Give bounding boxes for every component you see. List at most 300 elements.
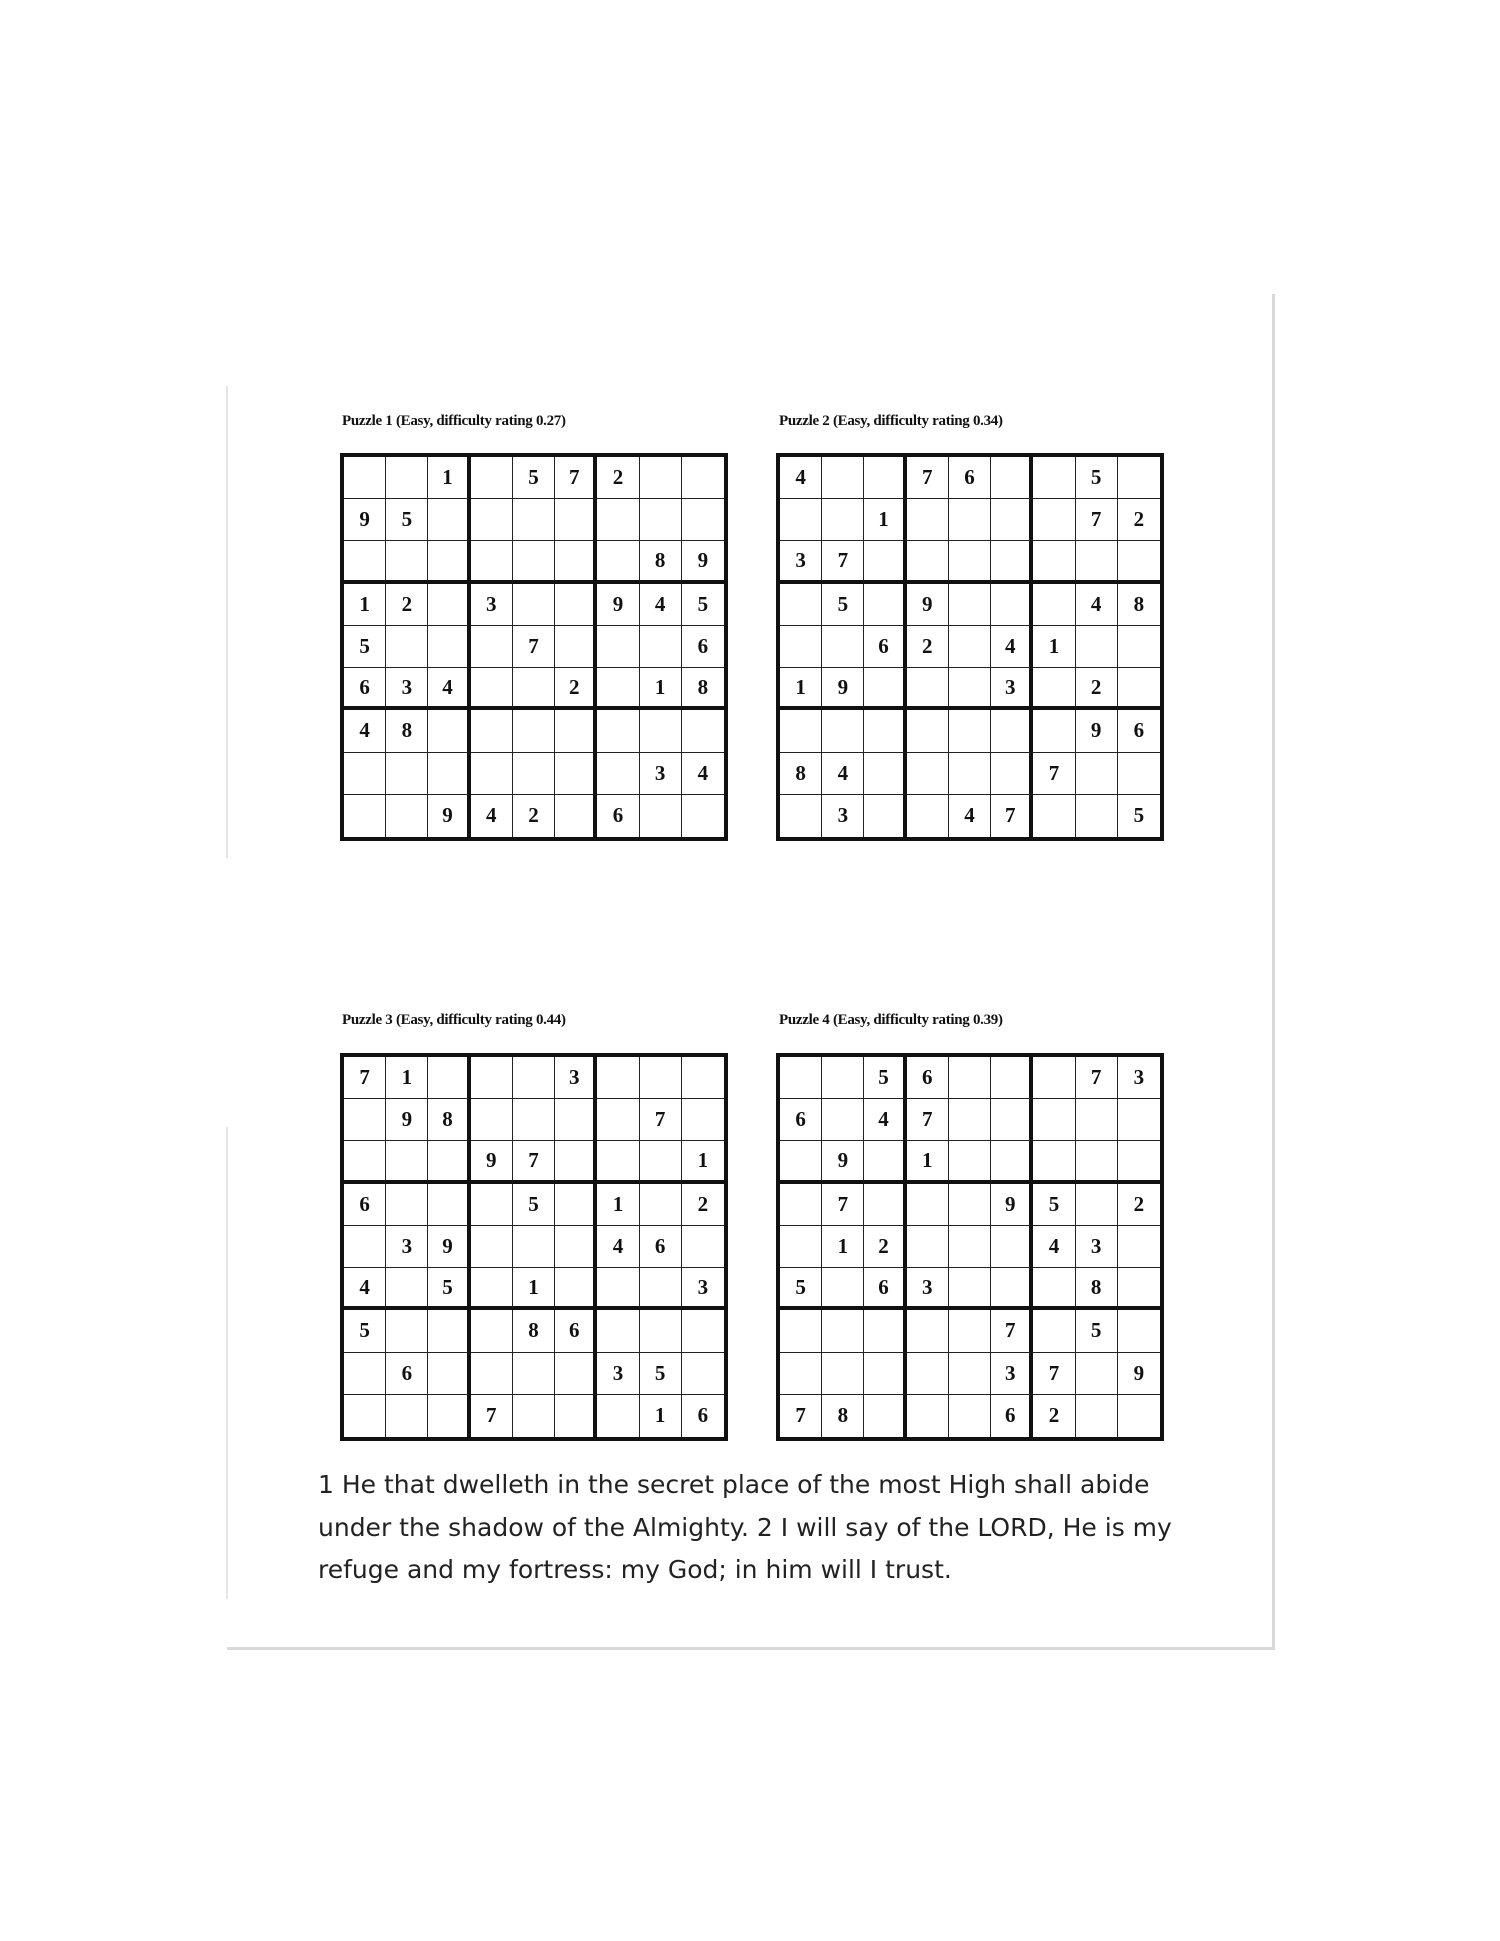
sudoku-empty-cell — [991, 1057, 1033, 1099]
sudoku-empty-cell — [344, 1395, 386, 1437]
sudoku-given-cell: 9 — [428, 1226, 470, 1268]
sudoku-given-cell: 8 — [780, 753, 822, 795]
sudoku-empty-cell — [780, 499, 822, 541]
sudoku-given-cell: 7 — [1076, 1057, 1118, 1099]
sudoku-empty-cell — [780, 1353, 822, 1395]
sudoku-given-cell: 8 — [640, 541, 682, 583]
puzzle-4-title: Puzzle 4 (Easy, difficulty rating 0.39) — [779, 1012, 1003, 1028]
sudoku-given-cell: 5 — [1133, 803, 1145, 828]
sudoku-empty-cell — [682, 795, 724, 837]
sudoku-empty-cell — [864, 1310, 906, 1352]
sudoku-given-cell: 6 — [949, 457, 991, 499]
sudoku-empty-cell — [907, 668, 949, 710]
sudoku-empty-cell — [597, 668, 639, 710]
sudoku-empty-cell — [1033, 541, 1075, 583]
sudoku-given-cell: 6 — [344, 1184, 386, 1226]
sudoku-given-cell: 4 — [344, 710, 386, 752]
sudoku-given-cell: 7 — [822, 541, 864, 583]
sudoku-given-cell: 6 — [640, 1226, 682, 1268]
sudoku-empty-cell — [640, 499, 682, 541]
sudoku-empty-cell — [1033, 1310, 1075, 1352]
sudoku-given-cell: 5 — [513, 457, 555, 499]
sudoku-given-cell: 9 — [907, 584, 949, 626]
sudoku-given-cell: 8 — [428, 1099, 470, 1141]
sudoku-empty-cell — [1076, 626, 1118, 668]
sudoku-empty-cell — [428, 499, 470, 541]
sudoku-empty-cell — [513, 1226, 555, 1268]
sudoku-empty-cell — [471, 668, 513, 710]
sudoku-empty-cell — [640, 1057, 682, 1099]
sudoku-empty-cell — [780, 1184, 822, 1226]
sudoku-empty-cell — [597, 1395, 639, 1437]
sudoku-given-cell: 2 — [1118, 499, 1160, 541]
sudoku-given-cell: 5 — [513, 1184, 555, 1226]
sudoku-given-cell: 6 — [907, 1057, 949, 1099]
sudoku-given-cell: 7 — [1033, 1353, 1075, 1395]
sudoku-empty-cell — [640, 626, 682, 668]
sudoku-given-cell: 1 — [386, 1057, 428, 1099]
sudoku-empty-cell — [822, 710, 864, 752]
sudoku-given-cell: 1 — [344, 584, 386, 626]
sudoku-empty-cell — [471, 457, 513, 499]
sudoku-empty-cell — [471, 499, 513, 541]
sudoku-empty-cell — [907, 753, 949, 795]
sudoku-empty-cell — [682, 1353, 724, 1395]
sudoku-empty-cell — [949, 541, 991, 583]
sudoku-given-cell: 3 — [386, 1226, 428, 1268]
sudoku-given-cell: 2 — [1076, 668, 1118, 710]
sudoku-empty-cell — [991, 1226, 1033, 1268]
sudoku-given-cell: 6 — [555, 1310, 597, 1352]
sudoku-given-cell: 2 — [386, 584, 428, 626]
sudoku-given-cell: 3 — [780, 541, 822, 583]
puzzle-2-title: Puzzle 2 (Easy, difficulty rating 0.34) — [779, 413, 1003, 429]
sudoku-given-cell: 5 — [1076, 457, 1118, 499]
sudoku-empty-cell — [991, 1268, 1033, 1310]
sudoku-empty-cell — [949, 499, 991, 541]
sudoku-empty-cell — [822, 1353, 864, 1395]
sudoku-empty-cell — [513, 1395, 555, 1437]
sudoku-empty-cell — [822, 1099, 864, 1141]
sudoku-empty-cell — [513, 1057, 555, 1099]
sudoku-empty-cell — [555, 626, 597, 668]
sudoku-empty-cell — [471, 1268, 513, 1310]
sudoku-empty-cell — [513, 499, 555, 541]
sudoku-empty-cell — [822, 1268, 864, 1310]
sudoku-empty-cell — [780, 1310, 822, 1352]
puzzle-3-grid — [340, 1053, 728, 1441]
sudoku-given-cell: 7 — [344, 1057, 386, 1099]
sudoku-empty-cell — [428, 626, 470, 668]
sudoku-empty-cell — [1076, 1099, 1118, 1141]
sudoku-given-cell: 1 — [640, 668, 682, 710]
sudoku-empty-cell — [1118, 1099, 1160, 1141]
sudoku-empty-cell — [640, 710, 682, 752]
sudoku-given-cell: 9 — [991, 1184, 1033, 1226]
sudoku-given-cell: 2 — [597, 457, 639, 499]
sudoku-empty-cell — [864, 1353, 906, 1395]
sudoku-given-cell: 7 — [513, 626, 555, 668]
sudoku-given-cell: 4 — [822, 753, 864, 795]
sudoku-empty-cell — [640, 1268, 682, 1310]
sudoku-given-cell: 4 — [780, 457, 822, 499]
sudoku-empty-cell — [907, 1184, 949, 1226]
sudoku-empty-cell — [471, 1099, 513, 1141]
sudoku-given-cell: 4 — [1076, 584, 1118, 626]
sudoku-empty-cell — [949, 1141, 991, 1183]
sudoku-empty-cell — [907, 541, 949, 583]
sudoku-empty-cell — [682, 457, 724, 499]
sudoku-empty-cell — [864, 753, 906, 795]
sudoku-empty-cell — [682, 1226, 724, 1268]
sudoku-given-cell: 8 — [386, 710, 428, 752]
sudoku-given-cell: 2 — [555, 668, 597, 710]
sudoku-given-cell: 4 — [864, 1099, 906, 1141]
sudoku-empty-cell — [1033, 1141, 1075, 1183]
sudoku-empty-cell — [555, 1099, 597, 1141]
sudoku-empty-cell — [386, 753, 428, 795]
sudoku-given-cell: 3 — [1076, 1226, 1118, 1268]
sudoku-given-cell: 9 — [1118, 1353, 1160, 1395]
sudoku-empty-cell — [949, 668, 991, 710]
sudoku-given-cell: 8 — [1076, 1268, 1118, 1310]
sudoku-given-cell: 4 — [1033, 1226, 1075, 1268]
sudoku-empty-cell — [428, 1395, 470, 1437]
sudoku-empty-cell — [597, 626, 639, 668]
sudoku-empty-cell — [682, 1057, 724, 1099]
sudoku-given-cell: 2 — [1118, 1184, 1160, 1226]
sudoku-given-cell: 3 — [991, 1353, 1033, 1395]
sudoku-empty-cell — [864, 541, 906, 583]
sudoku-empty-cell — [1033, 1057, 1075, 1099]
sudoku-given-cell: 9 — [822, 1141, 864, 1183]
sudoku-empty-cell — [386, 1268, 428, 1310]
sudoku-empty-cell — [344, 457, 386, 499]
sudoku-given-cell: 7 — [471, 1395, 513, 1437]
sudoku-empty-cell — [555, 499, 597, 541]
sudoku-empty-cell — [428, 541, 470, 583]
sudoku-given-cell: 9 — [597, 584, 639, 626]
sudoku-empty-cell — [780, 584, 822, 626]
sudoku-empty-cell — [991, 710, 1033, 752]
sudoku-empty-cell — [1076, 1353, 1118, 1395]
sudoku-empty-cell — [555, 1268, 597, 1310]
sudoku-empty-cell — [864, 668, 906, 710]
sudoku-empty-cell — [864, 1141, 906, 1183]
sudoku-empty-cell — [597, 541, 639, 583]
sudoku-empty-cell — [428, 1141, 470, 1183]
sudoku-empty-cell — [513, 541, 555, 583]
sudoku-given-cell: 9 — [822, 668, 864, 710]
sudoku-empty-cell — [555, 795, 597, 837]
sudoku-empty-cell — [1033, 710, 1075, 752]
sudoku-empty-cell — [640, 1184, 682, 1226]
sudoku-empty-cell — [428, 584, 470, 626]
sudoku-empty-cell — [949, 1057, 991, 1099]
sudoku-given-cell: 7 — [1033, 753, 1075, 795]
sudoku-given-cell: 6 — [780, 1099, 822, 1141]
sudoku-given-cell: 7 — [822, 1184, 864, 1226]
sudoku-empty-cell — [555, 541, 597, 583]
sudoku-given-cell: 5 — [864, 1057, 906, 1099]
sudoku-empty-cell — [640, 795, 682, 837]
sudoku-empty-cell — [597, 499, 639, 541]
sudoku-empty-cell — [949, 753, 991, 795]
sudoku-empty-cell — [555, 1141, 597, 1183]
sudoku-empty-cell — [386, 1310, 428, 1352]
sudoku-empty-cell — [597, 1099, 639, 1141]
sudoku-empty-cell — [991, 753, 1033, 795]
sudoku-empty-cell — [864, 457, 906, 499]
sudoku-given-cell: 2 — [1033, 1395, 1075, 1437]
sudoku-empty-cell — [682, 710, 724, 752]
sudoku-given-cell: 6 — [864, 626, 906, 668]
sudoku-empty-cell — [386, 1184, 428, 1226]
sudoku-given-cell: 1 — [907, 1141, 949, 1183]
sudoku-empty-cell — [780, 626, 822, 668]
sudoku-given-cell: 7 — [513, 1141, 555, 1183]
sudoku-given-cell: 1 — [428, 457, 470, 499]
sudoku-empty-cell — [822, 626, 864, 668]
sudoku-empty-cell — [471, 1226, 513, 1268]
sudoku-empty-cell — [682, 499, 724, 541]
sudoku-empty-cell — [1076, 1141, 1118, 1183]
sudoku-empty-cell — [1118, 541, 1160, 583]
sudoku-empty-cell — [344, 795, 386, 837]
sudoku-empty-cell — [344, 1141, 386, 1183]
sudoku-empty-cell — [822, 499, 864, 541]
sudoku-empty-cell — [949, 1395, 991, 1437]
sudoku-empty-cell — [344, 1353, 386, 1395]
sudoku-empty-cell — [513, 1099, 555, 1141]
sudoku-given-cell: 3 — [640, 753, 682, 795]
sudoku-empty-cell — [471, 710, 513, 752]
sudoku-given-cell: 4 — [471, 795, 513, 837]
sudoku-empty-cell — [1076, 753, 1118, 795]
sudoku-given-cell: 7 — [991, 1310, 1033, 1352]
sudoku-given-cell: 1 — [1033, 626, 1075, 668]
sudoku-empty-cell — [907, 499, 949, 541]
sudoku-empty-cell — [780, 795, 822, 837]
sudoku-empty-cell — [555, 1226, 597, 1268]
sudoku-empty-cell — [386, 541, 428, 583]
sudoku-given-cell: 1 — [513, 1268, 555, 1310]
sudoku-given-cell: 9 — [344, 499, 386, 541]
sudoku-empty-cell — [1033, 668, 1075, 710]
sudoku-empty-cell — [428, 1184, 470, 1226]
sudoku-empty-cell — [386, 1141, 428, 1183]
page-edge-bottom — [227, 1647, 1275, 1650]
sudoku-empty-cell — [640, 1141, 682, 1183]
sudoku-empty-cell — [428, 1353, 470, 1395]
sudoku-given-cell: 4 — [991, 626, 1033, 668]
sudoku-given-cell: 7 — [907, 457, 949, 499]
sudoku-given-cell: 2 — [682, 1184, 724, 1226]
sudoku-given-cell: 6 — [682, 626, 724, 668]
sudoku-empty-cell — [471, 1353, 513, 1395]
sudoku-given-cell: 1 — [682, 1141, 724, 1183]
sudoku-empty-cell — [1118, 626, 1160, 668]
sudoku-given-cell: 4 — [682, 753, 724, 795]
sudoku-given-cell: 4 — [949, 795, 991, 837]
sudoku-empty-cell — [822, 1057, 864, 1099]
sudoku-empty-cell — [1118, 457, 1160, 499]
sudoku-given-cell: 4 — [344, 1268, 386, 1310]
sudoku-given-cell: 7 — [1076, 499, 1118, 541]
sudoku-given-cell: 8 — [822, 1395, 864, 1437]
sudoku-empty-cell — [555, 1353, 597, 1395]
sudoku-empty-cell — [682, 1310, 724, 1352]
sudoku-given-cell: 5 — [1033, 1184, 1075, 1226]
sudoku-given-cell: 9 — [428, 795, 470, 837]
sudoku-empty-cell — [428, 753, 470, 795]
puzzle-1-title: Puzzle 1 (Easy, difficulty rating 0.27) — [342, 413, 566, 429]
sudoku-empty-cell — [1033, 1099, 1075, 1141]
sudoku-empty-cell — [597, 1141, 639, 1183]
sudoku-empty-cell — [597, 710, 639, 752]
sudoku-given-cell: 6 — [344, 668, 386, 710]
sudoku-given-cell: 3 — [682, 1268, 724, 1310]
sudoku-empty-cell — [907, 795, 949, 837]
sudoku-given-cell: 5 — [344, 1310, 386, 1352]
sudoku-given-cell: 5 — [386, 499, 428, 541]
sudoku-given-cell: 1 — [597, 1184, 639, 1226]
sudoku-empty-cell — [780, 710, 822, 752]
sudoku-given-cell: 3 — [991, 668, 1033, 710]
sudoku-empty-cell — [907, 1310, 949, 1352]
sudoku-empty-cell — [949, 1184, 991, 1226]
sudoku-empty-cell — [513, 584, 555, 626]
sudoku-empty-cell — [471, 753, 513, 795]
sudoku-given-cell: 4 — [597, 1226, 639, 1268]
sudoku-empty-cell — [555, 753, 597, 795]
sudoku-empty-cell — [780, 1057, 822, 1099]
sudoku-given-cell: 5 — [822, 584, 864, 626]
sudoku-empty-cell — [991, 1099, 1033, 1141]
sudoku-empty-cell — [386, 626, 428, 668]
sudoku-given-cell: 4 — [640, 584, 682, 626]
sudoku-empty-cell — [597, 1310, 639, 1352]
sudoku-empty-cell — [1076, 541, 1118, 583]
sudoku-given-cell: 3 — [822, 795, 864, 837]
sudoku-empty-cell — [822, 1310, 864, 1352]
sudoku-empty-cell — [907, 1353, 949, 1395]
sudoku-empty-cell — [682, 1099, 724, 1141]
sudoku-empty-cell — [949, 584, 991, 626]
sudoku-empty-cell — [471, 541, 513, 583]
sudoku-given-cell: 5 — [640, 1353, 682, 1395]
sudoku-empty-cell — [344, 1099, 386, 1141]
sudoku-empty-cell — [471, 1184, 513, 1226]
sudoku-given-cell: 5 — [344, 626, 386, 668]
sudoku-empty-cell — [1033, 795, 1075, 837]
scripture-verse: 1 He that dwelleth in the secret place of the most High shall abide under the shadow of the Almighty. 2 I will say of the LORD, He is my refuge and my fortress: my God; in him will I trust. — [318, 1470, 1172, 1584]
sudoku-empty-cell — [949, 1099, 991, 1141]
sudoku-empty-cell — [949, 710, 991, 752]
sudoku-given-cell: 8 — [513, 1310, 555, 1352]
sudoku-given-cell: 4 — [428, 668, 470, 710]
sudoku-empty-cell — [1033, 584, 1075, 626]
sudoku-given-cell: 7 — [907, 1099, 949, 1141]
sudoku-empty-cell — [864, 795, 906, 837]
sudoku-empty-cell — [1118, 1268, 1160, 1310]
page-edge-left-bottom — [226, 1127, 228, 1599]
sudoku-empty-cell — [640, 1310, 682, 1352]
sudoku-given-cell: 3 — [907, 1268, 949, 1310]
sudoku-given-cell: 5 — [780, 1268, 822, 1310]
sudoku-given-cell: 2 — [513, 795, 555, 837]
sudoku-given-cell: 7 — [991, 795, 1033, 837]
sudoku-empty-cell — [513, 668, 555, 710]
sudoku-given-cell: 2 — [907, 626, 949, 668]
sudoku-empty-cell — [864, 710, 906, 752]
sudoku-empty-cell — [1033, 457, 1075, 499]
sudoku-given-cell: 5 — [682, 584, 724, 626]
sudoku-empty-cell — [949, 1226, 991, 1268]
sudoku-empty-cell — [344, 541, 386, 583]
sudoku-given-cell: 7 — [640, 1099, 682, 1141]
sudoku-empty-cell — [428, 1310, 470, 1352]
sudoku-given-cell: 7 — [555, 457, 597, 499]
page-edge-left-top — [226, 386, 228, 858]
puzzle-2-grid — [776, 453, 1164, 841]
sudoku-given-cell: 3 — [1118, 1057, 1160, 1099]
sudoku-empty-cell — [907, 710, 949, 752]
sudoku-empty-cell — [991, 584, 1033, 626]
sudoku-empty-cell — [949, 1310, 991, 1352]
sudoku-empty-cell — [428, 1057, 470, 1099]
puzzle-4-grid — [776, 1053, 1164, 1441]
sudoku-given-cell: 1 — [780, 668, 822, 710]
sudoku-empty-cell — [991, 541, 1033, 583]
sudoku-empty-cell — [386, 1395, 428, 1437]
sudoku-empty-cell — [864, 584, 906, 626]
sudoku-empty-cell — [597, 753, 639, 795]
sudoku-empty-cell — [344, 1226, 386, 1268]
sudoku-empty-cell — [907, 1226, 949, 1268]
sudoku-empty-cell — [1033, 499, 1075, 541]
sudoku-given-cell: 5 — [428, 1268, 470, 1310]
puzzle-1-grid — [340, 453, 728, 841]
sudoku-empty-cell — [513, 753, 555, 795]
sudoku-given-cell: 1 — [822, 1226, 864, 1268]
sudoku-empty-cell — [864, 1395, 906, 1437]
sudoku-empty-cell — [555, 1184, 597, 1226]
sudoku-given-cell: 3 — [386, 668, 428, 710]
sudoku-empty-cell — [640, 457, 682, 499]
sudoku-empty-cell — [991, 499, 1033, 541]
sudoku-empty-cell — [1076, 795, 1118, 837]
sudoku-given-cell: 6 — [697, 1403, 709, 1428]
sudoku-given-cell: 5 — [1076, 1310, 1118, 1352]
sudoku-given-cell: 8 — [682, 668, 724, 710]
sudoku-empty-cell — [1118, 668, 1160, 710]
page-edge-right — [1272, 294, 1275, 1650]
sudoku-empty-cell — [949, 1268, 991, 1310]
sudoku-empty-cell — [386, 795, 428, 837]
sudoku-empty-cell — [471, 1057, 513, 1099]
sudoku-empty-cell — [513, 710, 555, 752]
sudoku-given-cell: 6 — [1118, 710, 1160, 752]
sudoku-empty-cell — [1118, 1395, 1160, 1437]
sudoku-given-cell: 1 — [640, 1395, 682, 1437]
sudoku-given-cell: 3 — [471, 584, 513, 626]
sudoku-given-cell: 1 — [864, 499, 906, 541]
sudoku-given-cell: 9 — [1076, 710, 1118, 752]
sudoku-empty-cell — [1118, 753, 1160, 795]
sudoku-given-cell: 9 — [682, 541, 724, 583]
sudoku-empty-cell — [907, 1395, 949, 1437]
